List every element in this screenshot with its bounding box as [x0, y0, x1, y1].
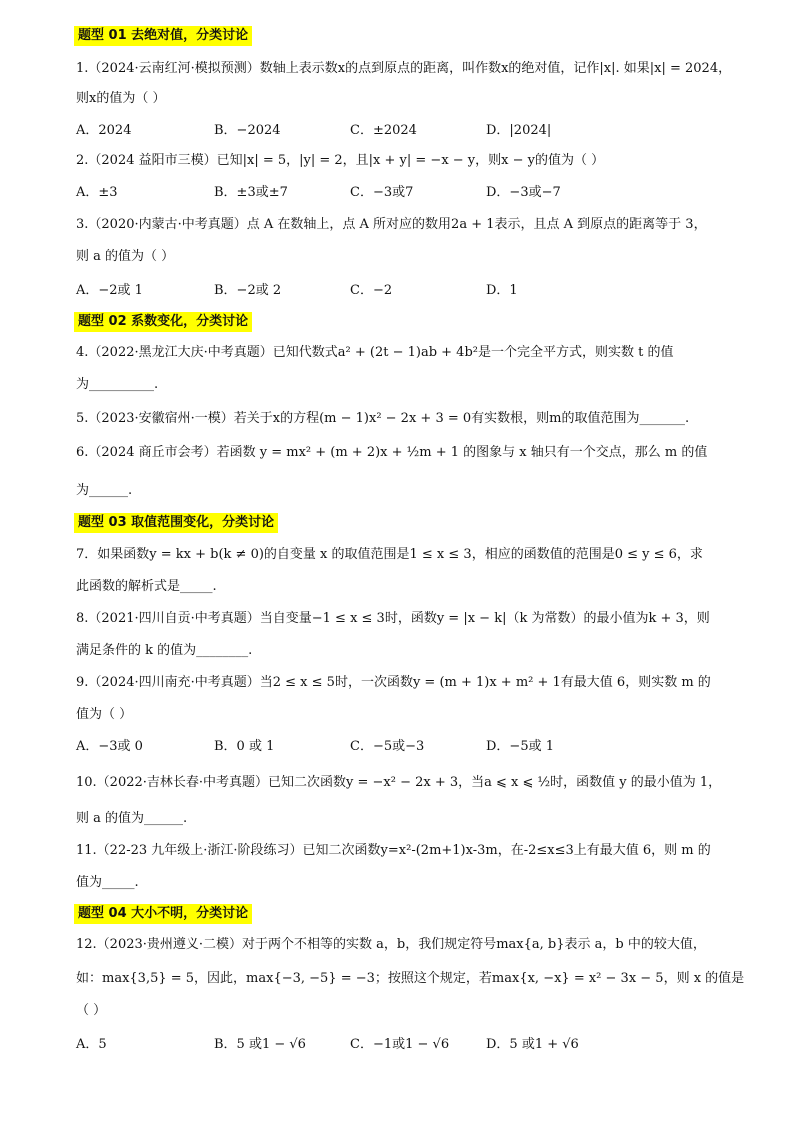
question-11-text: 11.（22-23 九年级上·浙江·阶段练习）已知二次函数y=x²-(2m+1)x-3m，在-2≤x≤3上有最大值 6，则 m 的: [76, 843, 711, 858]
option-d: D．|2024|: [486, 123, 552, 138]
option-b: B．−2或 2: [214, 283, 282, 298]
question-4-text-cont: 为__________.: [76, 377, 159, 392]
question-10-text: 10.（2022·吉林长春·中考真题）已知二次函数y = −x² − 2x + 3，当a ⩽ x ⩽ ½时，函数值 y 的最小值为 1，: [76, 775, 722, 790]
question-1-text: 1.（2024·云南红河·模拟预测）数轴上表示数x的点到原点的距离，叫作数x的绝对值，记作|x|. 如果|x| = 2024，: [76, 61, 732, 76]
question-8-text-cont: 满足条件的 k 的值为________.: [76, 643, 253, 658]
option-a: A．2024: [76, 123, 132, 138]
question-4-text: 4.（2022·黑龙江大庆·中考真题）已知代数式a² + (2t − 1)ab + 4b²是一个完全平方式，则实数 t 的值: [76, 345, 674, 360]
question-12-text-cont: 如：max{3,5} = 5，因此，max{−3, −5} = −3；按照这个规定，若max{x, −x} = x² − 3x − 5，则 x 的值是: [76, 971, 745, 986]
option-c: C．±2024: [350, 123, 417, 138]
question-1-text-cont: 则x的值为（ ）: [76, 91, 166, 106]
option-b: B．±3或±7: [214, 185, 288, 200]
section-heading-01: 题型 01 去绝对值，分类讨论: [74, 26, 252, 46]
option-d: D．−5或 1: [486, 739, 554, 754]
question-2-text: 2.（2024 益阳市三模）已知|x| = 5，|y| = 2，且|x + y| = −x − y，则x − y的值为（ ）: [76, 153, 605, 168]
question-12-text-cont-2: （ ）: [76, 1003, 107, 1018]
option-a: A．−3或 0: [76, 739, 143, 754]
question-3-text-cont: 则 a 的值为（ ）: [76, 249, 175, 264]
option-b: B．−2024: [214, 123, 281, 138]
question-11-text-cont: 值为_____.: [76, 875, 139, 890]
option-c: C．−5或−3: [350, 739, 425, 754]
option-b: B．5 或1 − √6: [214, 1037, 306, 1052]
question-8-text: 8.（2021·四川自贡·中考真题）当自变量−1 ≤ x ≤ 3时，函数y = |x − k|（k 为常数）的最小值为k + 3，则: [76, 611, 710, 626]
question-9-text-cont: 值为（ ）: [76, 707, 133, 722]
question-1-options: [76, 122, 756, 140]
option-d: D．1: [486, 283, 518, 298]
option-c: C．−2: [350, 283, 393, 298]
question-9-options: [76, 738, 756, 756]
option-d: D．5 或1 + √6: [486, 1037, 579, 1052]
option-c: C．−3或7: [350, 185, 414, 200]
option-a: A．−2或 1: [76, 283, 143, 298]
question-5-text: 5.（2023·安徽宿州·一模）若关于x的方程(m − 1)x² − 2x + 3 = 0有实数根，则m的取值范围为_______.: [76, 411, 690, 426]
question-10-text-cont: 则 a 的值为______.: [76, 811, 188, 826]
option-c: C．−1或1 − √6: [350, 1037, 450, 1052]
question-6-text: 6.（2024 商丘市会考）若函数 y = mx² + (m + 2)x + ½m + 1 的图象与 x 轴只有一个交点，那么 m 的值: [76, 445, 708, 460]
section-heading-03: 题型 03 取值范围变化，分类讨论: [74, 513, 278, 533]
option-b: B．0 或 1: [214, 739, 275, 754]
question-7-text: 7．如果函数y = kx + b(k ≠ 0)的自变量 x 的取值范围是1 ≤ x ≤ 3，相应的函数值的范围是0 ≤ y ≤ 6，求: [76, 547, 703, 562]
section-heading-04: 题型 04 大小不明，分类讨论: [74, 904, 252, 924]
question-9-text: 9.（2024·四川南充·中考真题）当2 ≤ x ≤ 5时，一次函数y = (m + 1)x + m² + 1有最大值 6，则实数 m 的: [76, 675, 711, 690]
question-7-text-cont: 此函数的解析式是_____.: [76, 579, 217, 594]
option-a: A．5: [76, 1037, 107, 1052]
section-heading-02: 题型 02 系数变化，分类讨论: [74, 312, 252, 332]
question-3-text: 3.（2020·内蒙古·中考真题）点 A 在数轴上，点 A 所对应的数用2a + 1表示，且点 A 到原点的距离等于 3，: [76, 217, 707, 232]
question-3-options: [76, 282, 756, 300]
question-2-options: [76, 184, 756, 202]
question-12-options: [76, 1036, 756, 1054]
question-12-text: 12.（2023·贵州遵义·二模）对于两个不相等的实数 a，b，我们规定符号max{a, b}表示 a，b 中的较大值，: [76, 937, 706, 952]
option-a: A．±3: [76, 185, 118, 200]
question-6-text-cont: 为______.: [76, 483, 133, 498]
option-d: D．−3或−7: [486, 185, 561, 200]
